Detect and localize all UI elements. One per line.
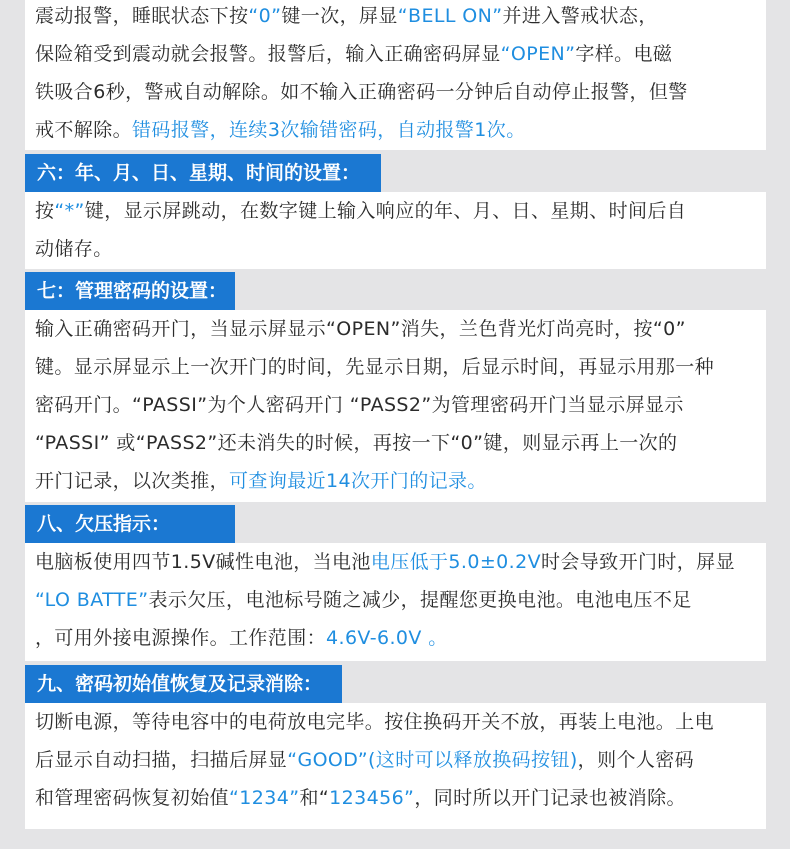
body-text: 字样。电磁: [575, 43, 673, 65]
section-3-lines: [35, 543, 758, 657]
highlight-text: 电压低于5.0±0.2V: [370, 551, 541, 573]
text-line: [35, 192, 758, 230]
highlight-text: “1234”: [229, 787, 300, 809]
time-setting-body: [25, 192, 766, 269]
body-text: 戒不解除。: [35, 119, 133, 141]
highlight-text: 4.6V-6.0V 。: [326, 627, 448, 649]
highlight-text: “OPEN”: [500, 43, 576, 65]
body-text: ，可用外接电源操作。工作范围：: [35, 627, 327, 649]
body-text: 开门记录，以次类推，: [35, 470, 230, 492]
section-4-lines: [35, 703, 758, 817]
reset-body: [25, 703, 766, 829]
highlight-text: “BELL ON”: [397, 5, 503, 27]
body-text: 保险箱受到震动就会报警。报警后，输入正确密码屏显: [35, 43, 501, 65]
text-line: [35, 462, 758, 500]
body-text: 切断电源，等待电容中的电荷放电完毕。按住换码开关不放，再装上电池。上电: [35, 711, 715, 733]
low-voltage-body: [25, 543, 766, 661]
text-line: [35, 581, 758, 619]
body-text: 表示欠压，电池标号随之减少，提醒您更换电池。电池电压不足: [148, 589, 692, 611]
body-text: 和“: [299, 787, 330, 809]
section-2-lines: [35, 310, 758, 500]
body-text: 键。显示屏显示上一次开门的时间，先显示日期，后显示时间，再显示用那一种: [35, 356, 715, 378]
text-line: [35, 230, 758, 268]
body-text: ，同时所以开门记录也被消除。: [414, 787, 686, 809]
text-line: [35, 0, 758, 35]
text-line: [35, 703, 758, 741]
text-line: [35, 741, 758, 779]
body-text: 铁吸合6秒，警戒自动解除。如不输入正确密码一分钟后自动停止报警，但警: [35, 81, 688, 103]
text-line: [35, 386, 758, 424]
body-text: 并进入警戒状态，: [502, 5, 658, 27]
highlight-text: 错码报警，连续3次输错密码，自动报警1次。: [132, 119, 526, 141]
heading-time-setting: 六：年、月、日、星期、时间的设置：: [25, 154, 381, 192]
text-line: [35, 73, 758, 111]
body-text: 和管理密码恢复初始值: [35, 787, 230, 809]
highlight-text: “GOOD”(这时可以释放换码按钮): [287, 749, 578, 771]
highlight-text: 123456”: [329, 787, 415, 809]
highlight-text: “*”: [54, 200, 85, 222]
text-line: [35, 779, 758, 817]
body-text: ，则个人密码: [577, 749, 695, 771]
body-text: 震动报警，睡眠状态下按: [35, 5, 249, 27]
body-text: 时会导致开门时，屏显: [540, 551, 735, 573]
body-text: 键，显示屏跳动，在数字键上输入响应的年、月、日、星期、时间后自: [84, 200, 687, 222]
heading-reset: 九、密码初始值恢复及记录消除：: [25, 665, 342, 703]
heading-admin-password: 七：管理密码的设置：: [25, 272, 235, 310]
body-text: 后显示自动扫描，扫描后屏显: [35, 749, 288, 771]
body-text: 密码开门。“PASSI”为个人密码开门 “PASS2”为管理密码开门当显示屏显示: [35, 394, 684, 416]
highlight-text: “LO BATTE”: [35, 589, 149, 611]
text-line: [35, 424, 758, 462]
text-line: [35, 543, 758, 581]
alarm-section-body: [25, 0, 766, 150]
text-line: [35, 310, 758, 348]
body-text: 电脑板使用四节1.5V碱性电池，当电池: [35, 551, 371, 573]
section-1-lines: [35, 192, 758, 268]
text-line: [35, 111, 758, 149]
body-text: 按: [35, 200, 55, 222]
body-text: 键一次，屏显: [281, 5, 398, 27]
text-line: [35, 619, 758, 657]
body-text: 动储存。: [35, 238, 113, 260]
body-text: “PASSI” 或“PASS2”还未消失的时候，再按一下“0”键，则显示再上一次的: [35, 432, 678, 454]
highlight-text: 可查询最近14次开门的记录。: [229, 470, 487, 492]
section-0-lines: [35, 0, 758, 149]
text-line: [35, 348, 758, 386]
admin-password-body: [25, 310, 766, 502]
text-line: [35, 35, 758, 73]
heading-low-voltage: 八、欠压指示：: [25, 505, 235, 543]
body-text: 输入正确密码开门，当显示屏显示“OPEN”消失，兰色背光灯尚亮时，按“0”: [35, 318, 686, 340]
highlight-text: “0”: [248, 5, 282, 27]
